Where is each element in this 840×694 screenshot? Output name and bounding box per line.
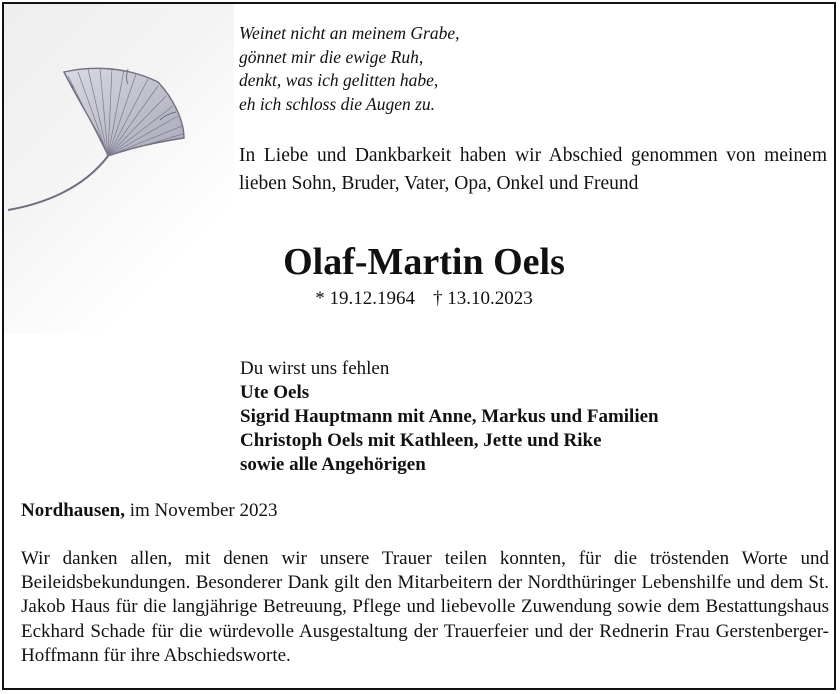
place-month: im November 2023 [125, 500, 278, 521]
deceased-name [4, 238, 840, 286]
poem-line: denkt, was ich gelitten habe, [239, 70, 439, 90]
birth-date: * 19.12.1964 [315, 288, 415, 309]
place-date [21, 498, 278, 524]
place-city: Nordhausen, [21, 500, 125, 521]
mourners-list [240, 357, 659, 477]
mourner-name: Ute Oels [240, 382, 310, 403]
mourners-intro: Du wirst uns fehlen [240, 358, 390, 379]
thanks-text: Wir danken allen, mit denen wir unsere Trauer teilen konnten, für die tröstenden Worte und Beileidsbekundungen. Besonderer Dank gilt den Mitarbeitern der Nordthüringer Lebenshilfe und dem St. Jakob Haus für die langjährige Betreuung, Pflege und liebevolle Zuwendung sowie dem Bestattungshaus Eckhard Schade für die würdevolle Ausgestaltung der Trauerfeier und der Rednerin Frau Gerstenberger-Hoffmann für ihre Abschiedsworte. [21, 548, 829, 666]
poem-line: eh ich schloss die Augen zu. [239, 93, 436, 114]
mourner-name: Sigrid Hauptmann mit Anne, Markus und Familien [240, 406, 659, 427]
life-dates [4, 286, 840, 312]
mourner-name: Christoph Oels mit Kathleen, Jette und Rike [240, 430, 602, 451]
ginkgo-leaf-icon [8, 64, 188, 214]
obituary-notice [2, 2, 836, 690]
poem [239, 22, 460, 116]
poem-line: Weinet nicht an meinem Grabe, [239, 23, 460, 43]
deceased-name-text: Olaf-Martin Oels [283, 241, 565, 283]
mourner-name: sowie alle Angehörigen [240, 454, 426, 475]
poem-line: gönnet mir die ewige Ruh, [239, 46, 424, 67]
death-date: † 13.10.2023 [433, 288, 533, 309]
intro-text: In Liebe und Dankbarkeit haben wir Abschied genommen von meinem lieben Sohn, Bruder, Vater, Opa, Onkel und Freund [239, 145, 827, 194]
